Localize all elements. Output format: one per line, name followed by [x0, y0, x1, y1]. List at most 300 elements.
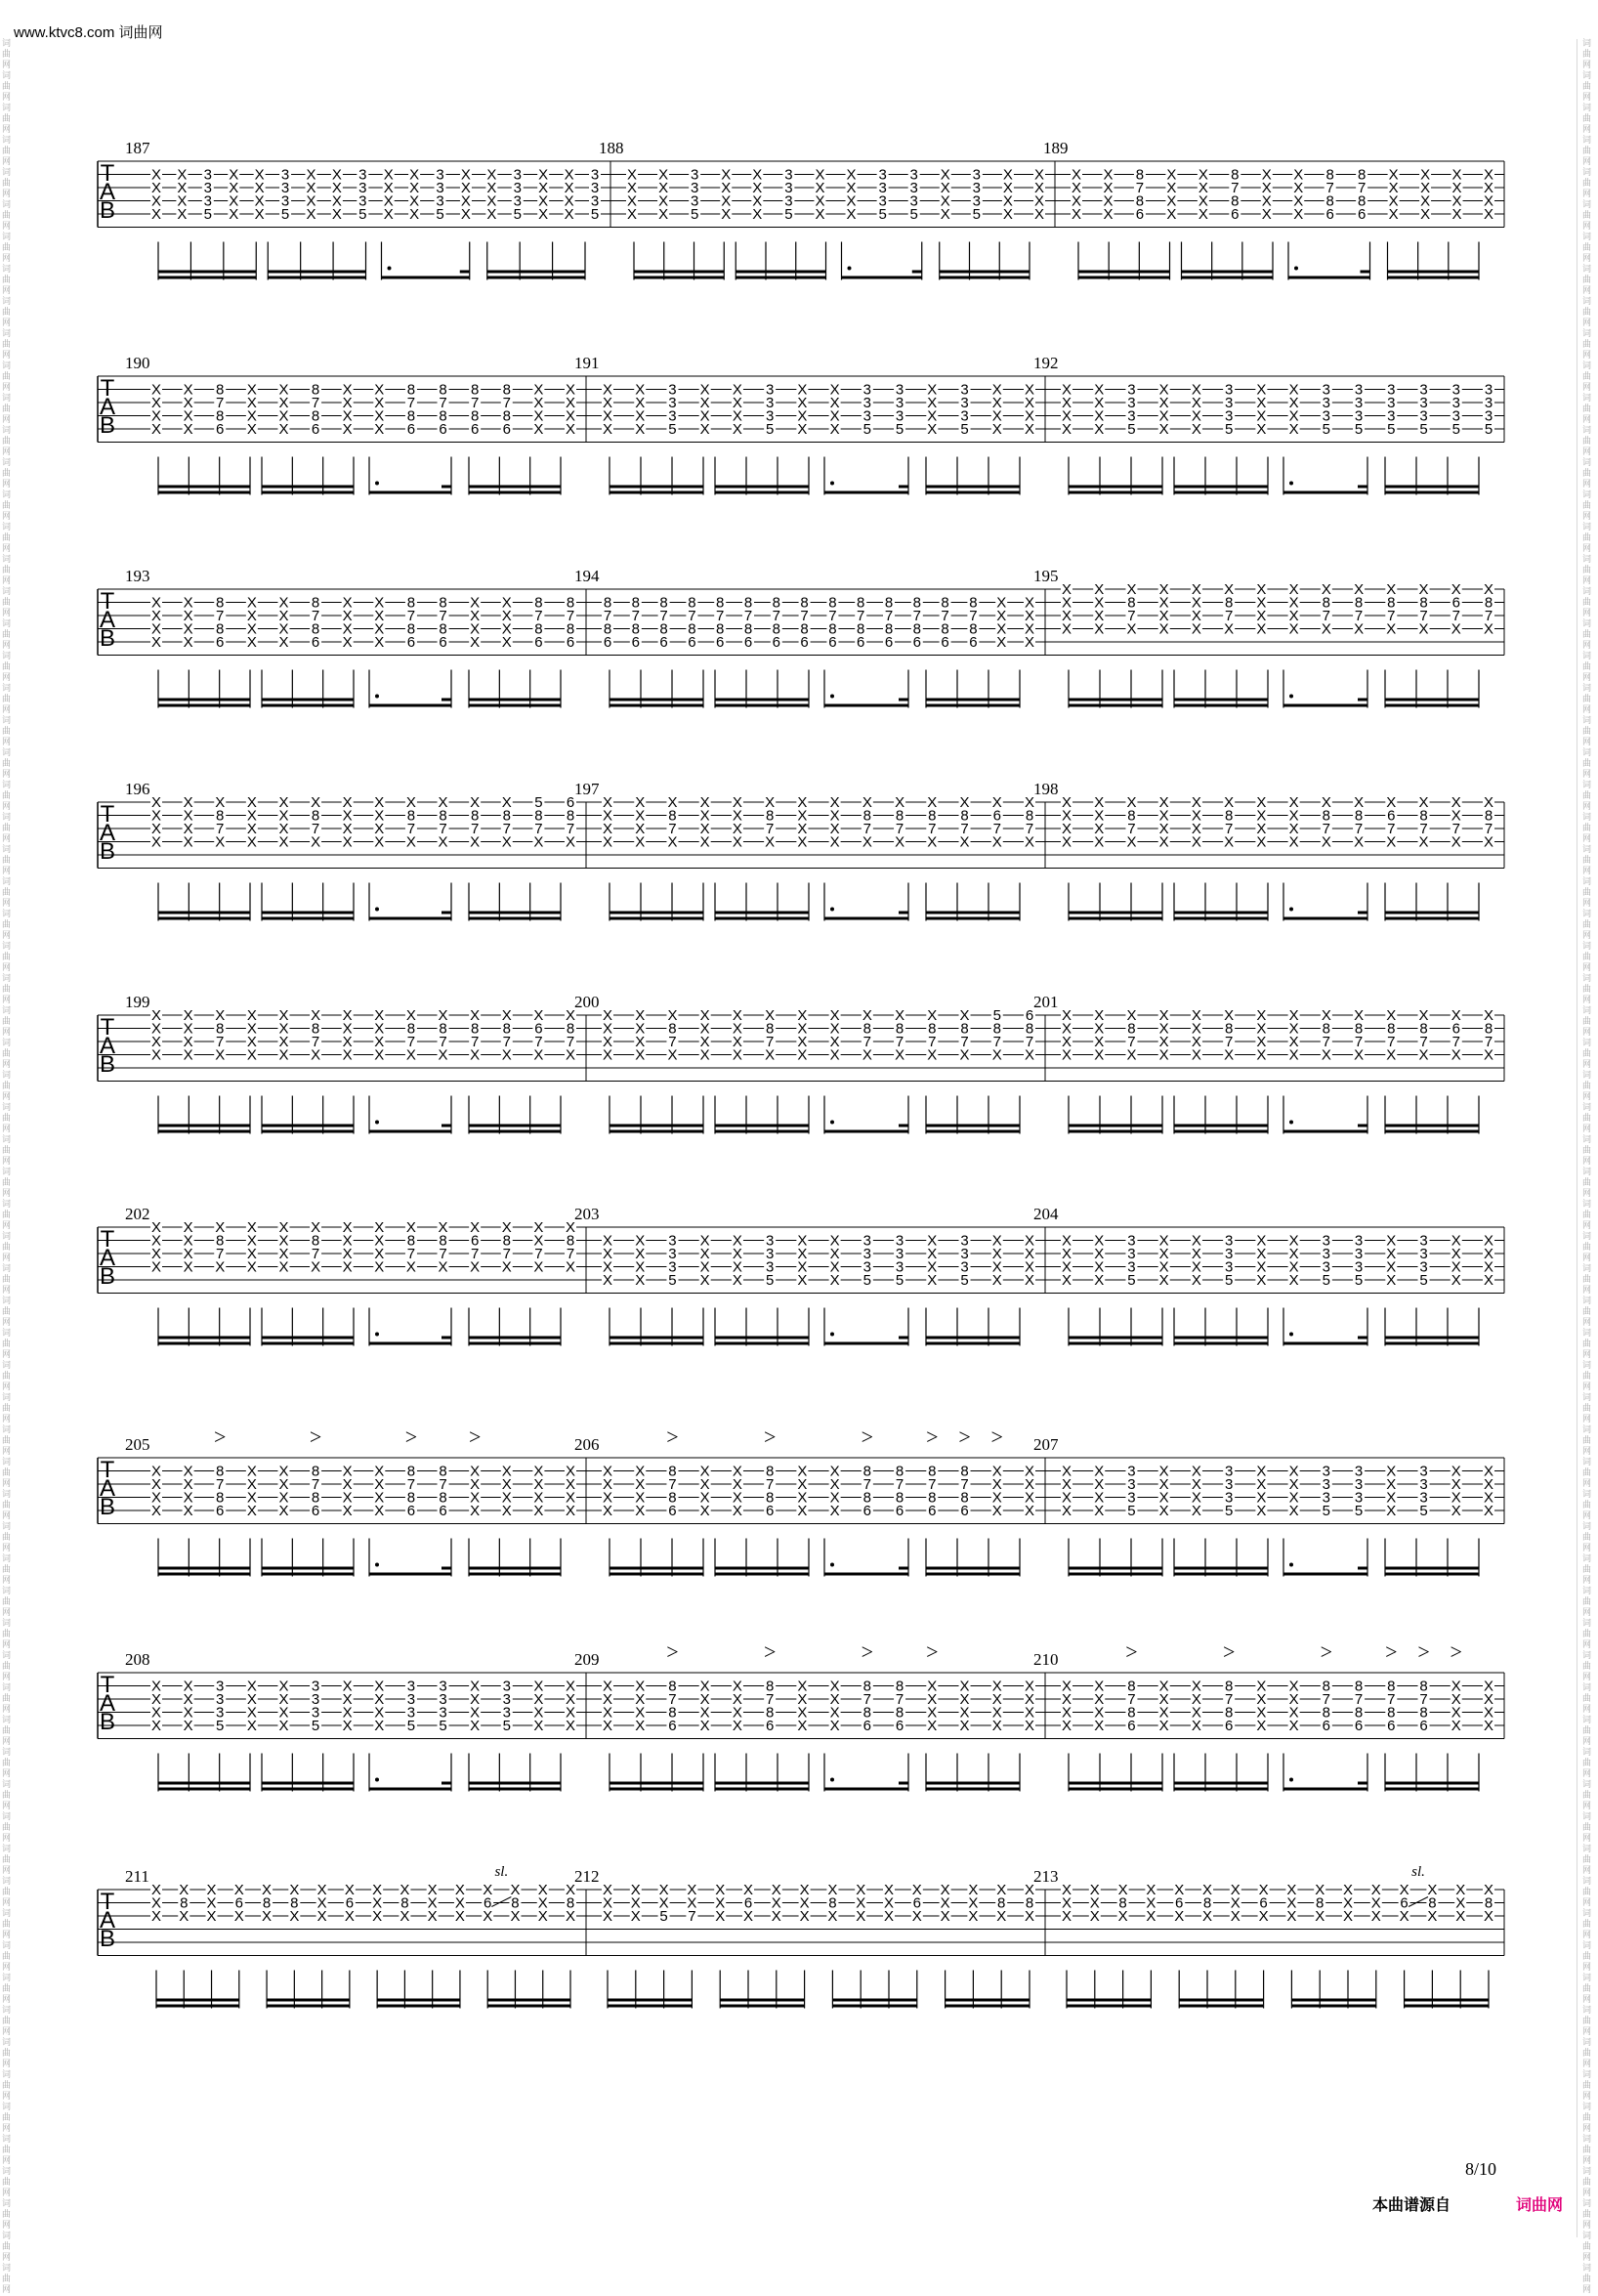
fret-mark: X	[501, 1258, 512, 1276]
fret-mark: X	[1061, 821, 1072, 837]
fret-mark: 8	[216, 1232, 225, 1250]
fret-mark: 7	[216, 1476, 225, 1493]
fret-mark: 8	[1322, 1020, 1331, 1038]
fret-mark: X	[991, 1718, 1002, 1734]
fret-mark: X	[1224, 1007, 1235, 1024]
fret-mark: X	[797, 1232, 808, 1250]
fret-mark: X	[533, 1219, 544, 1236]
fret-mark: X	[342, 1219, 353, 1236]
fret-mark: X	[699, 1691, 710, 1708]
fret-mark: X	[1061, 620, 1072, 638]
fret-mark: 8	[406, 407, 416, 425]
fret-mark: X	[533, 833, 544, 851]
fret-mark: X	[1288, 407, 1299, 425]
fret-mark: 8	[1354, 594, 1364, 612]
fret-mark: X	[1451, 1258, 1461, 1276]
beam	[158, 491, 250, 494]
beam	[262, 491, 354, 494]
fret-mark: 3	[784, 180, 793, 196]
fret-mark: X	[1256, 395, 1267, 411]
accent-mark: >	[958, 1424, 971, 1449]
beam	[262, 1573, 354, 1576]
fret-mark: 3	[1354, 1476, 1364, 1493]
fret-mark: 5	[1484, 421, 1493, 438]
fret-mark: 8	[928, 1463, 937, 1480]
fret-mark: X	[150, 620, 162, 638]
beam	[608, 1999, 692, 2002]
fret-mark: X	[278, 1678, 289, 1695]
fret-mark: X	[246, 1463, 257, 1480]
fret-mark: 6	[470, 1232, 480, 1250]
beam	[912, 271, 922, 274]
fret-mark: X	[752, 180, 763, 196]
fret-mark: X	[829, 1258, 840, 1276]
fret-mark: X	[940, 192, 950, 210]
fret-mark: 5	[311, 1718, 320, 1734]
fret-mark: X	[427, 1894, 438, 1912]
fret-mark: X	[927, 1246, 938, 1262]
fret-mark: X	[1483, 1232, 1494, 1250]
fret-mark: X	[1386, 1476, 1397, 1493]
beam	[369, 704, 451, 707]
fret-mark: 3	[1419, 1232, 1428, 1250]
fret-mark: X	[331, 206, 342, 223]
fret-mark: 8	[969, 594, 978, 612]
fret-mark: X	[635, 821, 646, 837]
fret-mark: 7	[603, 608, 612, 624]
fret-mark: X	[427, 1908, 438, 1925]
fret-mark: 6	[1451, 594, 1460, 612]
fret-mark: X	[1399, 1882, 1409, 1898]
fret-mark: 8	[688, 620, 696, 638]
fret-mark: X	[699, 1232, 710, 1250]
fret-mark: X	[538, 192, 549, 210]
measure-number: 207	[1033, 1435, 1059, 1454]
measure-number: 203	[574, 1205, 600, 1223]
fret-mark: 7	[862, 1476, 872, 1493]
fret-mark: 6	[484, 1894, 492, 1912]
fret-mark: X	[342, 807, 353, 825]
fret-mark: X	[342, 620, 353, 638]
fret-mark: 3	[513, 192, 522, 210]
fret-mark: X	[699, 1678, 710, 1695]
fret-mark: X	[537, 1882, 548, 1898]
beam	[1069, 1130, 1162, 1133]
fret-mark: 7	[1325, 180, 1334, 196]
fret-mark: X	[752, 206, 763, 223]
rhythm-dot	[1289, 695, 1293, 699]
fret-mark: 3	[765, 1232, 775, 1250]
fret-mark: 8	[1357, 166, 1367, 184]
fret-mark: X	[229, 206, 239, 223]
beam	[469, 1125, 561, 1127]
fret-mark: X	[1483, 1882, 1494, 1898]
fret-mark: 3	[1127, 1258, 1136, 1276]
beam	[1174, 699, 1268, 702]
fret-mark: 3	[1354, 1232, 1364, 1250]
fret-mark: X	[1288, 1232, 1299, 1250]
fret-mark: X	[342, 821, 353, 837]
fret-mark: X	[1094, 1503, 1105, 1519]
fret-mark: X	[331, 180, 342, 196]
fret-mark: X	[501, 1489, 512, 1507]
fret-mark: 7	[1127, 608, 1136, 624]
fret-mark: 6	[1451, 1020, 1460, 1038]
fret-mark: X	[501, 1219, 512, 1236]
fret-mark: X	[1191, 421, 1201, 438]
fret-mark: X	[1427, 1908, 1438, 1925]
tab-clef-letter: A	[99, 1033, 116, 1059]
fret-mark: X	[797, 833, 808, 851]
site-header[interactable]: www.ktvc8.com 词曲网	[14, 24, 163, 41]
accent-mark: >	[666, 1639, 679, 1664]
fret-mark: X	[183, 833, 193, 851]
fret-mark: X	[797, 1258, 808, 1276]
fret-mark: 7	[406, 395, 416, 411]
fret-mark: 3	[1354, 395, 1364, 411]
beam	[158, 1782, 250, 1785]
beam	[377, 2005, 460, 2008]
fret-mark: 6	[928, 1503, 937, 1519]
beam	[715, 1342, 809, 1345]
fret-mark: X	[1224, 833, 1235, 851]
fret-mark: X	[183, 1704, 193, 1722]
beam	[926, 1130, 1020, 1133]
fret-mark: 8	[862, 1020, 872, 1038]
fret-mark: 6	[716, 634, 725, 651]
fret-mark: 5	[1224, 421, 1234, 438]
fret-mark: X	[1201, 1908, 1213, 1925]
fret-mark: 7	[1322, 1691, 1331, 1708]
beam	[469, 1342, 561, 1345]
fret-mark: X	[968, 1882, 979, 1898]
fret-mark: X	[246, 594, 257, 612]
fret-mark: X	[1191, 833, 1201, 851]
fret-mark: X	[1061, 594, 1072, 612]
accent-mark: >	[468, 1424, 482, 1449]
fret-mark: X	[1126, 794, 1137, 811]
fret-mark: X	[635, 395, 646, 411]
fret-mark: 3	[765, 1258, 775, 1276]
fret-mark: X	[278, 421, 289, 438]
fret-mark: X	[959, 1691, 970, 1708]
fret-mark: X	[1418, 833, 1429, 851]
fret-mark: 5	[406, 1718, 416, 1734]
fret-mark: X	[1061, 794, 1072, 811]
fret-mark: X	[1321, 794, 1331, 811]
beam	[262, 1342, 354, 1345]
fret-mark: X	[1094, 395, 1105, 411]
fret-mark: 3	[216, 1691, 225, 1708]
fret-mark: X	[991, 1046, 1002, 1064]
beam	[926, 912, 1020, 914]
fret-mark: 7	[1419, 1691, 1428, 1708]
fret-mark: X	[374, 1718, 385, 1734]
fret-mark: 8	[1428, 1894, 1437, 1912]
fret-mark: 6	[534, 634, 543, 651]
fret-mark: 7	[439, 608, 447, 624]
beam	[469, 1337, 561, 1339]
fret-mark: X	[1354, 581, 1365, 598]
fret-mark: X	[1198, 180, 1208, 196]
fret-mark: X	[1094, 807, 1105, 825]
fret-mark: 3	[1322, 1246, 1331, 1262]
fret-mark: 8	[1419, 807, 1428, 825]
beam	[1174, 1573, 1268, 1576]
fret-mark: X	[1420, 192, 1431, 210]
fret-mark: X	[797, 421, 808, 438]
fret-mark: X	[829, 1691, 840, 1708]
fret-mark: X	[635, 1272, 646, 1289]
beam	[1385, 1573, 1479, 1576]
fret-mark: X	[635, 1718, 646, 1734]
fret-mark: 8	[895, 1678, 904, 1695]
fret-mark: X	[862, 833, 872, 851]
fret-mark: X	[602, 1908, 613, 1925]
fret-mark: X	[229, 166, 239, 184]
fret-mark: X	[1024, 421, 1035, 438]
fret-mark: 3	[895, 1232, 904, 1250]
fret-mark: 3	[280, 180, 290, 196]
fret-mark: X	[1166, 192, 1177, 210]
fret-mark: 8	[1322, 1678, 1331, 1695]
fret-mark: 5	[1419, 1503, 1428, 1519]
fret-mark: X	[1191, 608, 1201, 624]
fret-mark: 6	[895, 1718, 904, 1734]
measure-number: 208	[125, 1650, 150, 1669]
fret-mark: 5	[436, 206, 444, 223]
fret-mark: 8	[1354, 1678, 1364, 1695]
fret-mark: 3	[668, 1258, 677, 1276]
fret-mark: 6	[439, 421, 447, 438]
fret-mark: X	[372, 1894, 383, 1912]
fret-mark: X	[827, 1908, 838, 1925]
fret-mark: 8	[1322, 1704, 1331, 1722]
fret-mark: 8	[1025, 807, 1034, 825]
fret-mark: X	[1230, 1908, 1241, 1925]
fret-mark: X	[1256, 1272, 1267, 1289]
fret-mark: X	[150, 1691, 162, 1708]
fret-mark: X	[715, 1894, 726, 1912]
fret-mark: 6	[1419, 1718, 1428, 1734]
fret-mark: 8	[1325, 166, 1334, 184]
fret-mark: X	[150, 1258, 162, 1276]
fret-mark: X	[183, 1232, 193, 1250]
fret-mark: X	[278, 1020, 289, 1038]
fret-mark: X	[1158, 1232, 1169, 1250]
fret-mark: 7	[1322, 1034, 1331, 1050]
fret-mark: 3	[1224, 1463, 1234, 1480]
fret-mark: X	[765, 1007, 776, 1024]
fret-mark: X	[991, 1246, 1002, 1262]
fret-mark: X	[1418, 1046, 1429, 1064]
fret-mark: 7	[1357, 180, 1367, 196]
fret-mark: X	[177, 206, 188, 223]
fret-mark: 8	[406, 620, 416, 638]
rhythm-dot	[375, 482, 379, 486]
fret-mark: 3	[1224, 1476, 1234, 1493]
fret-mark: X	[533, 1489, 544, 1507]
fret-mark: 7	[534, 821, 543, 837]
fret-mark: X	[699, 421, 710, 438]
beam	[926, 1782, 1020, 1785]
fret-mark: 8	[511, 1894, 520, 1912]
beam	[469, 917, 561, 920]
beam	[1385, 1125, 1479, 1127]
fret-mark: 7	[566, 821, 575, 837]
fret-mark: X	[715, 1882, 726, 1898]
fret-mark: X	[565, 395, 576, 411]
fret-mark: X	[991, 1258, 1002, 1276]
fret-mark: 8	[406, 594, 416, 612]
fret-mark: X	[959, 794, 970, 811]
fret-mark: X	[342, 1007, 353, 1024]
fret-mark: X	[1288, 807, 1299, 825]
beam	[158, 1125, 250, 1127]
fret-mark: 3	[436, 166, 444, 184]
fret-mark: 3	[1127, 381, 1136, 399]
beam	[715, 917, 809, 920]
beam	[158, 486, 250, 489]
fret-mark: 5	[895, 421, 904, 438]
fret-mark: X	[699, 1020, 710, 1038]
fret-mark: 7	[470, 395, 480, 411]
fret-mark: X	[959, 833, 970, 851]
fret-mark: X	[1201, 1882, 1213, 1898]
fret-mark: 3	[1484, 381, 1493, 399]
fret-mark: X	[732, 1503, 742, 1519]
beam	[262, 1125, 354, 1127]
fret-mark: X	[1288, 1258, 1299, 1276]
footer-brand[interactable]: 词曲网	[1516, 2195, 1564, 2214]
fret-mark: 6	[439, 1503, 447, 1519]
fret-mark: X	[732, 1258, 742, 1276]
beam	[715, 491, 809, 494]
fret-mark: X	[1024, 381, 1035, 399]
fret-mark: X	[342, 407, 353, 425]
fret-mark: X	[635, 407, 646, 425]
fret-mark: 8	[1231, 166, 1240, 184]
fret-mark: X	[602, 1691, 613, 1708]
fret-mark: X	[150, 192, 162, 210]
fret-mark: 5	[439, 1718, 447, 1734]
fret-mark: X	[1483, 1704, 1494, 1722]
fret-mark: X	[765, 1046, 776, 1064]
measure-number: 211	[125, 1867, 149, 1886]
fret-mark: X	[1483, 1503, 1494, 1519]
fret-mark: 3	[960, 1258, 969, 1276]
slide-line	[1409, 1897, 1428, 1907]
fret-mark: X	[1224, 581, 1235, 598]
beam	[824, 704, 908, 707]
watermark-right: 词曲网词曲网词曲网词曲网词曲网词曲网词曲网词曲网词曲网词曲网词曲网词曲网词曲网词曲网词曲网词曲网词曲网词曲网词曲网词曲网词曲网词曲网词曲网词曲网词曲网词曲网词曲网词曲网词曲网词曲网词曲网词曲网词曲网词曲网词曲网词曲网词曲网词曲网词曲网词曲网词曲网词曲网词曲网词曲网词曲网词曲网词曲网词曲网词曲网词曲网词曲网词曲网词曲网词曲网词曲网词曲网词曲网词曲网词曲网词曲网词曲网词曲网词曲网词曲网词曲网词曲网词曲网词曲网词曲网词曲网	[1582, 39, 1592, 2295]
fret-mark: X	[1024, 1882, 1035, 1898]
beam	[262, 1782, 354, 1785]
beam	[824, 491, 908, 494]
fret-mark: X	[405, 833, 416, 851]
fret-mark: X	[1451, 620, 1461, 638]
fret-mark: X	[602, 421, 613, 438]
fret-mark: X	[470, 1704, 481, 1722]
fret-mark: 6	[311, 634, 320, 651]
fret-mark: X	[829, 1678, 840, 1695]
beam	[1385, 1567, 1479, 1570]
fret-mark: 5	[690, 206, 699, 223]
fret-mark: X	[1094, 581, 1105, 598]
fret-mark: X	[533, 1678, 544, 1695]
fret-mark: X	[150, 1718, 162, 1734]
fret-mark: X	[1094, 794, 1105, 811]
fret-mark: X	[1288, 1246, 1299, 1262]
fret-mark: 7	[828, 608, 837, 624]
fret-mark: X	[409, 166, 420, 184]
fret-mark: X	[1386, 1463, 1397, 1480]
fret-mark: X	[765, 794, 776, 811]
fret-mark: X	[1191, 1272, 1201, 1289]
beam	[610, 491, 703, 494]
fret-mark: X	[602, 1476, 613, 1493]
fret-mark: X	[991, 833, 1002, 851]
fret-mark: 3	[960, 1232, 969, 1250]
fret-mark: X	[1483, 1246, 1494, 1262]
accent-mark: >	[1385, 1639, 1398, 1664]
fret-mark: 3	[960, 407, 969, 425]
fret-mark: X	[1024, 634, 1035, 651]
fret-mark: 8	[1484, 807, 1493, 825]
fret-mark: 8	[765, 1704, 775, 1722]
fret-mark: X	[1256, 1718, 1267, 1734]
rhythm-dot	[1294, 267, 1298, 271]
rhythm-dot	[830, 695, 834, 699]
beam	[158, 1337, 250, 1339]
fret-mark: X	[927, 1232, 938, 1250]
fret-mark: X	[150, 594, 162, 612]
watermark-left: 词曲网词曲网词曲网词曲网词曲网词曲网词曲网词曲网词曲网词曲网词曲网词曲网词曲网词曲网词曲网词曲网词曲网词曲网词曲网词曲网词曲网词曲网词曲网词曲网词曲网词曲网词曲网词曲网词曲网词曲网词曲网词曲网词曲网词曲网词曲网词曲网词曲网词曲网词曲网词曲网词曲网词曲网词曲网词曲网词曲网词曲网词曲网词曲网词曲网词曲网词曲网词曲网词曲网词曲网词曲网词曲网词曲网词曲网词曲网词曲网词曲网词曲网词曲网词曲网词曲网词曲网词曲网词曲网词曲网词曲网	[2, 39, 12, 2295]
fret-mark: X	[1191, 1463, 1201, 1480]
fret-mark: 6	[1025, 1007, 1034, 1024]
fret-mark: X	[1256, 794, 1267, 811]
fret-mark: X	[1033, 206, 1045, 223]
fret-mark: X	[1288, 1503, 1299, 1519]
fret-mark: X	[1024, 1272, 1035, 1289]
fret-mark: X	[1126, 1007, 1137, 1024]
fret-mark: 6	[772, 634, 780, 651]
tab-clef-letter: B	[99, 1494, 116, 1520]
fret-mark: X	[150, 421, 162, 438]
fret-mark: 6	[862, 1503, 872, 1519]
beam	[369, 1130, 451, 1133]
fret-mark: X	[316, 1894, 327, 1912]
fret-mark: X	[427, 1882, 438, 1898]
fret-mark: 8	[311, 1232, 320, 1250]
fret-mark: X	[538, 166, 549, 184]
fret-mark: X	[1386, 620, 1397, 638]
fret-mark: X	[1386, 1232, 1397, 1250]
fret-mark: X	[1094, 833, 1105, 851]
beam	[1291, 1999, 1375, 2002]
fret-mark: 8	[406, 1489, 416, 1507]
fret-mark: X	[1451, 180, 1462, 196]
fret-mark: 3	[1127, 1489, 1136, 1507]
fret-mark: 8	[1387, 1020, 1396, 1038]
fret-mark: X	[799, 1908, 810, 1925]
fret-mark: 6	[659, 634, 668, 651]
fret-mark: X	[1191, 1503, 1201, 1519]
fret-mark: 3	[1322, 1258, 1331, 1276]
fret-mark: X	[537, 1908, 548, 1925]
tab-clef-letter: A	[99, 179, 116, 205]
fret-mark: 7	[992, 1034, 1001, 1050]
